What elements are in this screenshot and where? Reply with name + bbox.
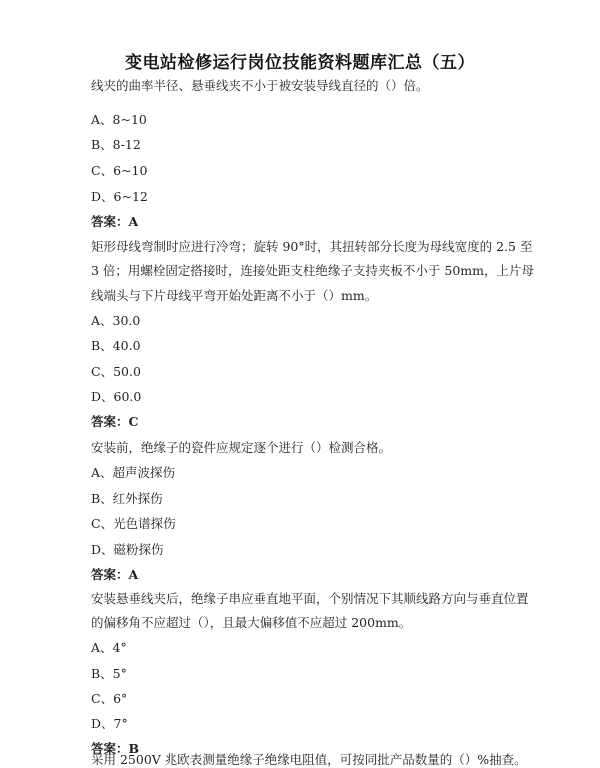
question-1-option-a: A、8~10 [91, 112, 147, 127]
question-2-stem-line-3: 线端头与下片母线平弯开始处距离不小于（）mm。 [91, 288, 378, 303]
question-4-option-c: C、6° [91, 691, 128, 706]
question-3-stem-line-1: 安装前，绝缘子的瓷件应规定逐个进行（）检测合格。 [91, 440, 392, 455]
question-1-answer: 答案：A [91, 214, 139, 229]
question-2-option-c: C、50.0 [91, 364, 141, 379]
question-4-option-a: A、4° [91, 640, 127, 655]
question-2-stem-line-2: 3 倍；用螺栓固定搭接时，连接处距支柱绝缘子支持夹板不小于 50mm，上片母 [91, 263, 535, 278]
question-4-option-d: D、7° [91, 716, 128, 731]
question-3-option-d: D、磁粉探伤 [91, 542, 164, 557]
question-4-answer: 答案：B [91, 741, 140, 756]
question-1-option-d: D、6~12 [91, 189, 148, 204]
question-3-answer: 答案：A [91, 567, 139, 582]
question-2-answer: 答案：C [91, 414, 139, 429]
question-1-stem-line-1: 线夹的曲率半径、悬垂线夹不小于被安装导线直径的（）倍。 [91, 78, 429, 93]
question-3-option-b: B、红外探伤 [91, 491, 163, 506]
question-2-option-d: D、60.0 [91, 389, 142, 404]
question-4-option-b: B、5° [91, 666, 127, 681]
question-3-option-c: C、光色谱探伤 [91, 516, 176, 531]
question-4-stem-line-1: 安装悬垂线夹后，绝缘子串应垂直地平面，个别情况下其顺线路方向与垂直位置 [91, 591, 529, 606]
question-3-option-a: A、超声波探伤 [91, 465, 176, 480]
page-title: 变电站检修运行岗位技能资料题库汇总（五） [125, 53, 475, 73]
question-5-stem-line-1: 采用 2500V 兆欧表测量绝缘子绝缘电阻值，可按同批产品数量的（）%抽查。 [91, 752, 527, 767]
question-2-option-b: B、40.0 [91, 338, 141, 353]
question-4-stem-line-2: 的偏移角不应超过（），且最大偏移值不应超过 200mm。 [91, 615, 412, 630]
question-1-option-b: B、8-12 [91, 137, 141, 152]
question-1-option-c: C、6~10 [91, 163, 148, 178]
question-2-option-a: A、30.0 [91, 313, 141, 328]
question-2-stem-line-1: 矩形母线弯制时应进行冷弯；旋转 90°时，其扭转部分长度为母线宽度的 2.5 至 [91, 239, 533, 254]
